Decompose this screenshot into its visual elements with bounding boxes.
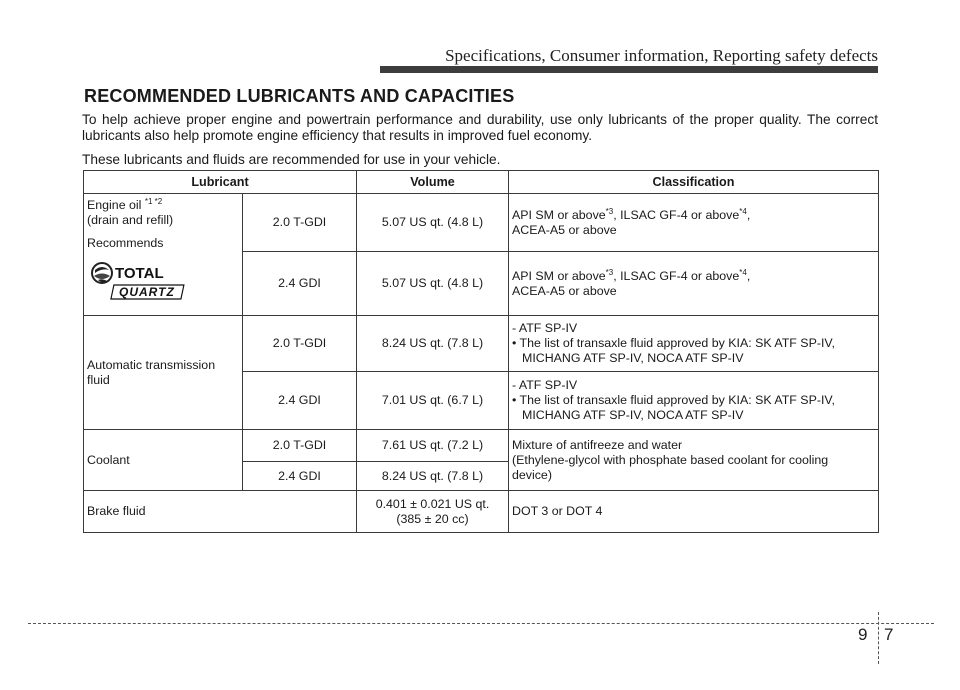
intro-paragraph-1: To help achieve proper engine and powertrain performance and durability, use only lubricants of the proper quality. The correct lubricants also help promote engine efficiency that results in improved fuel economy. bbox=[82, 112, 878, 143]
brake-fluid-label: Brake fluid bbox=[84, 491, 357, 533]
svg-text:TOTAL: TOTAL bbox=[115, 265, 164, 282]
table-row bbox=[84, 491, 879, 533]
page-number: 7 bbox=[884, 625, 894, 644]
table-header-row bbox=[84, 171, 879, 194]
engine-oil-classification-1: API SM or above$^{*3}$, ILSAC GF-4 or above$^{*4}$, ACEA-A5 or above bbox=[509, 194, 879, 252]
table-row bbox=[84, 316, 879, 372]
atf-classification-2: - ATF SP-IV • The list of transaxle fluid approved by KIA: SK ATF SP-IV, MICHANG ATF SP-IV, NOCA ATF SP-IV bbox=[509, 372, 879, 430]
engine-oil-volume-2: 5.07 US qt. (4.8 L) bbox=[357, 252, 509, 316]
engine-oil-engine-2: 2.4 GDI bbox=[243, 252, 357, 316]
coolant-volume-1: 7.61 US qt. (7.2 L) bbox=[357, 430, 509, 462]
column-header-lubricant: Lubricant bbox=[84, 171, 357, 194]
atf-volume-2: 7.01 US qt. (6.7 L) bbox=[357, 372, 509, 430]
lubricants-table bbox=[83, 170, 879, 533]
atf-classification-1: - ATF SP-IV • The list of transaxle fluid approved by KIA: SK ATF SP-IV, MICHANG ATF SP-IV, NOCA ATF SP-IV bbox=[509, 316, 879, 372]
engine-oil-sublabel: (drain and refill) bbox=[87, 213, 174, 227]
engine-oil-volume-1: 5.07 US qt. (4.8 L) bbox=[357, 194, 509, 252]
table-row bbox=[84, 194, 879, 252]
brake-fluid-volume: 0.401 ± 0.021 US qt. (385 ± 20 cc) bbox=[357, 491, 509, 533]
coolant-volume-2: 8.24 US qt. (7.8 L) bbox=[357, 462, 509, 491]
table-row bbox=[84, 430, 879, 462]
coolant-classification: Mixture of antifreeze and water (Ethylene-glycol with phosphate based coolant for cooling device) bbox=[509, 430, 879, 491]
atf-engine-1: 2.0 T-GDI bbox=[243, 316, 357, 372]
atf-label: Automatic transmission fluid bbox=[84, 316, 243, 430]
engine-oil-engine-1: 2.0 T-GDI bbox=[243, 194, 357, 252]
footer-divider bbox=[878, 612, 879, 664]
recommends-label: Recommends bbox=[87, 236, 164, 250]
engine-oil-label-cell bbox=[84, 194, 243, 316]
coolant-engine-2: 2.4 GDI bbox=[243, 462, 357, 491]
column-header-volume: Volume bbox=[357, 171, 509, 194]
coolant-label: Coolant bbox=[84, 430, 243, 491]
engine-oil-label: Engine oil $^{*1}$ $^{*2}$ bbox=[87, 197, 163, 212]
chapter-number: 9 bbox=[858, 625, 868, 644]
intro-text bbox=[82, 112, 878, 168]
intro-paragraph-2: These lubricants and fluids are recommended for use in your vehicle. bbox=[82, 152, 501, 167]
column-header-classification: Classification bbox=[509, 171, 879, 194]
running-header: Specifications, Consumer information, Reporting safety defects bbox=[445, 46, 878, 65]
total-quartz-logo-icon bbox=[90, 261, 190, 301]
footer-rule bbox=[28, 623, 934, 624]
svg-text:QUARTZ: QUARTZ bbox=[119, 285, 175, 299]
header-bar bbox=[380, 66, 878, 73]
atf-volume-1: 8.24 US qt. (7.8 L) bbox=[357, 316, 509, 372]
section-title: RECOMMENDED LUBRICANTS AND CAPACITIES bbox=[84, 86, 515, 106]
brake-fluid-classification: DOT 3 or DOT 4 bbox=[509, 491, 879, 533]
atf-engine-2: 2.4 GDI bbox=[243, 372, 357, 430]
coolant-engine-1: 2.0 T-GDI bbox=[243, 430, 357, 462]
engine-oil-classification-2: API SM or above$^{*3}$, ILSAC GF-4 or above$^{*4}$, ACEA-A5 or above bbox=[509, 252, 879, 316]
